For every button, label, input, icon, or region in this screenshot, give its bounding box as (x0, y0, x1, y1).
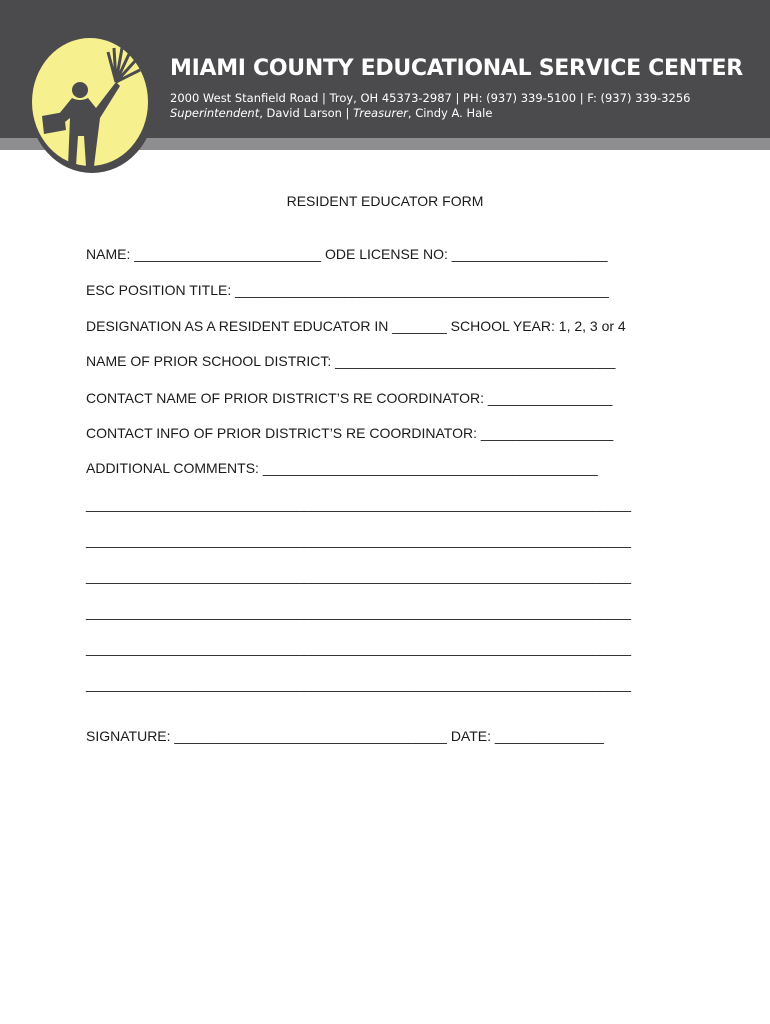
coordinator-name-field[interactable]: CONTACT NAME OF PRIOR DISTRICT’S RE COORDINATOR: ________________ (86, 390, 613, 406)
officers-line (170, 106, 492, 120)
signature-date-field[interactable]: SIGNATURE: ___________________________________ DATE: ______________ (86, 728, 604, 744)
comment-line[interactable]: ______________________________________________________________________ (86, 496, 632, 512)
address-line: 2000 West Stanfield Road | Troy, OH 45373-2987 | PH: (937) 339-5100 | F: (937) 339-3256 (170, 91, 691, 105)
name-field[interactable]: NAME: ________________________ ODE LICENSE NO: ____________________ (86, 246, 608, 262)
comment-line[interactable]: ______________________________________________________________________ (86, 568, 632, 584)
coordinator-info-field[interactable]: CONTACT INFO OF PRIOR DISTRICT’S RE COORDINATOR: _________________ (86, 425, 614, 441)
comment-line[interactable]: ______________________________________________________________________ (86, 604, 632, 620)
comment-line[interactable]: ______________________________________________________________________ (86, 676, 632, 692)
reader-with-book-logo (30, 38, 158, 178)
prior-district-field[interactable]: NAME OF PRIOR SCHOOL DISTRICT: ____________________________________ (86, 353, 616, 369)
treasurer-label: Treasurer (353, 106, 408, 120)
treasurer-name: , Cindy A. Hale (407, 106, 493, 120)
comments-field[interactable]: ADDITIONAL COMMENTS: ___________________________________________ (86, 460, 598, 476)
superintendent-name: , David Larson | (259, 106, 354, 120)
superintendent-label: Superintendent (170, 106, 260, 120)
designation-field[interactable]: DESIGNATION AS A RESIDENT EDUCATOR IN _______ SCHOOL YEAR: 1, 2, 3 or 4 (86, 318, 626, 334)
form-title: RESIDENT EDUCATOR FORM (286, 193, 484, 209)
comment-line[interactable]: ______________________________________________________________________ (86, 640, 632, 656)
org-name: MIAMI COUNTY EDUCATIONAL SERVICE CENTER (170, 56, 743, 81)
comment-line[interactable]: ______________________________________________________________________ (86, 532, 632, 548)
position-field[interactable]: ESC POSITION TITLE: ________________________________________________ (86, 282, 609, 298)
